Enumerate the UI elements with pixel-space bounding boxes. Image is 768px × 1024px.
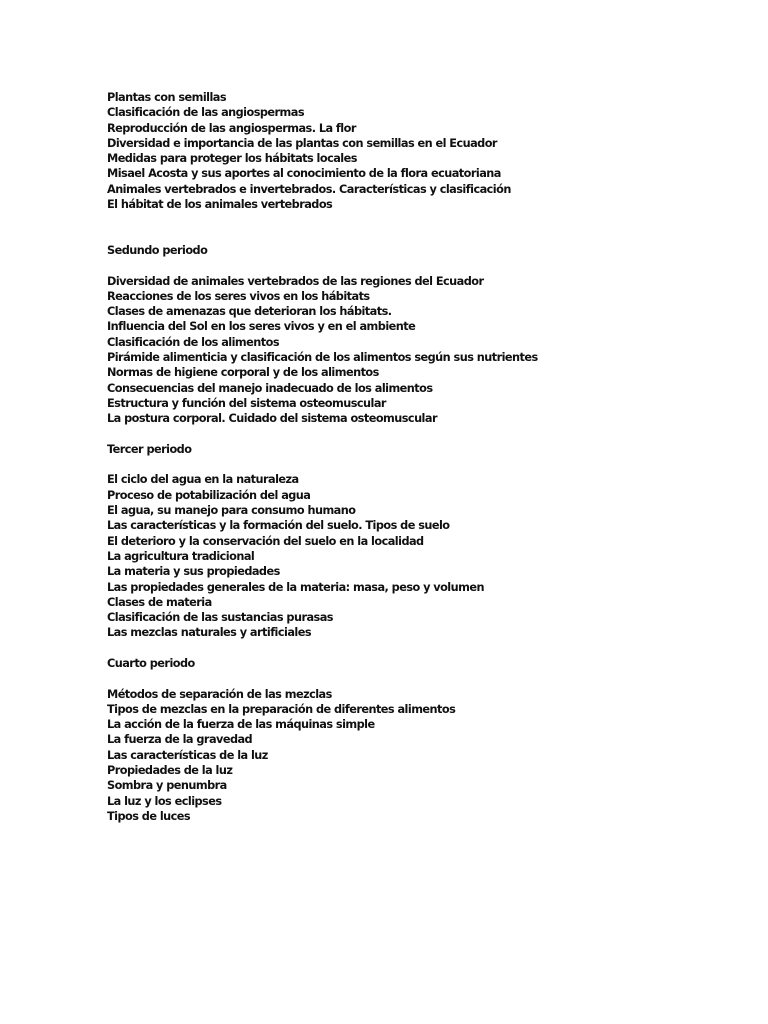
document-page xyxy=(107,90,747,824)
topic-line: Misael Acosta y sus aportes al conocimiento de la flora ecuatoriana xyxy=(107,167,501,181)
topic-line: La fuerza de la gravedad xyxy=(107,733,253,747)
topic-line: La agricultura tradicional xyxy=(107,549,255,563)
section-heading: Cuarto periodo xyxy=(107,656,195,670)
spacer xyxy=(107,212,747,243)
topic-line: El hábitat de los animales vertebrados xyxy=(107,198,333,212)
section-second-period xyxy=(107,243,747,427)
topic-line: Animales vertebrados e invertebrados. Características y clasificación xyxy=(107,182,511,196)
topic-line: Normas de higiene corporal y de los alimentos xyxy=(107,366,379,380)
topic-line: La acción de la fuerza de las máquinas simple xyxy=(107,718,375,732)
section-third-period xyxy=(107,442,747,641)
spacer xyxy=(107,641,747,656)
topic-line: El deterioro y la conservación del suelo en la localidad xyxy=(107,534,424,548)
topic-line: Clasificación de los alimentos xyxy=(107,335,279,349)
topic-line: El agua, su manejo para consumo humano xyxy=(107,504,356,518)
topic-line: Propiedades de la luz xyxy=(107,764,233,778)
topic-line: La postura corporal. Cuidado del sistema osteomuscular xyxy=(107,412,437,426)
topic-line: Clasificación de las angiospermas xyxy=(107,106,305,120)
topic-line: La materia y sus propiedades xyxy=(107,565,280,579)
section-fourth-period xyxy=(107,656,747,824)
topic-line: Proceso de potabilización del agua xyxy=(107,488,311,502)
topic-line: Las características y la formación del suelo. Tipos de suelo xyxy=(107,519,450,533)
spacer xyxy=(107,457,747,472)
topic-line: Sombra y penumbra xyxy=(107,779,227,793)
topic-line: Las características de la luz xyxy=(107,748,268,762)
topic-line: Diversidad de animales vertebrados de las regiones del Ecuador xyxy=(107,274,484,288)
topic-line: Métodos de separación de las mezclas xyxy=(107,687,332,701)
topic-line: Diversidad e importancia de las plantas con semillas en el Ecuador xyxy=(107,136,497,150)
topic-line: Influencia del Sol en los seres vivos y en el ambiente xyxy=(107,320,416,334)
topic-line: El ciclo del agua en la naturaleza xyxy=(107,473,299,487)
section-heading: Tercer periodo xyxy=(107,442,192,456)
topic-line: Las propiedades generales de la materia: masa, peso y volumen xyxy=(107,580,484,594)
topic-line: Estructura y función del sistema osteomuscular xyxy=(107,396,386,410)
topic-line: Pirámide alimenticia y clasificación de los alimentos según sus nutrientes xyxy=(107,351,538,365)
section-first-period-topics xyxy=(107,90,747,212)
topic-line: Reproducción de las angiospermas. La flor xyxy=(107,121,356,135)
topic-line: Consecuencias del manejo inadecuado de los alimentos xyxy=(107,381,433,395)
topic-line: La luz y los eclipses xyxy=(107,794,222,808)
section-heading: Sedundo periodo xyxy=(107,243,208,257)
topic-line: Medidas para proteger los hábitats locales xyxy=(107,152,357,166)
topic-line: Las mezclas naturales y artificiales xyxy=(107,626,312,640)
topic-line: Clases de amenazas que deterioran los hábitats. xyxy=(107,305,392,319)
topic-line: Tipos de luces xyxy=(107,809,191,823)
topic-line: Clases de materia xyxy=(107,595,212,609)
spacer xyxy=(107,671,747,686)
spacer xyxy=(107,427,747,442)
topic-line: Plantas con semillas xyxy=(107,91,227,104)
spacer xyxy=(107,258,747,273)
topic-line: Tipos de mezclas en la preparación de diferentes alimentos xyxy=(107,702,456,716)
topic-line: Reacciones de los seres vivos en los hábitats xyxy=(107,289,370,303)
topic-line: Clasificación de las sustancias purasas xyxy=(107,611,333,625)
